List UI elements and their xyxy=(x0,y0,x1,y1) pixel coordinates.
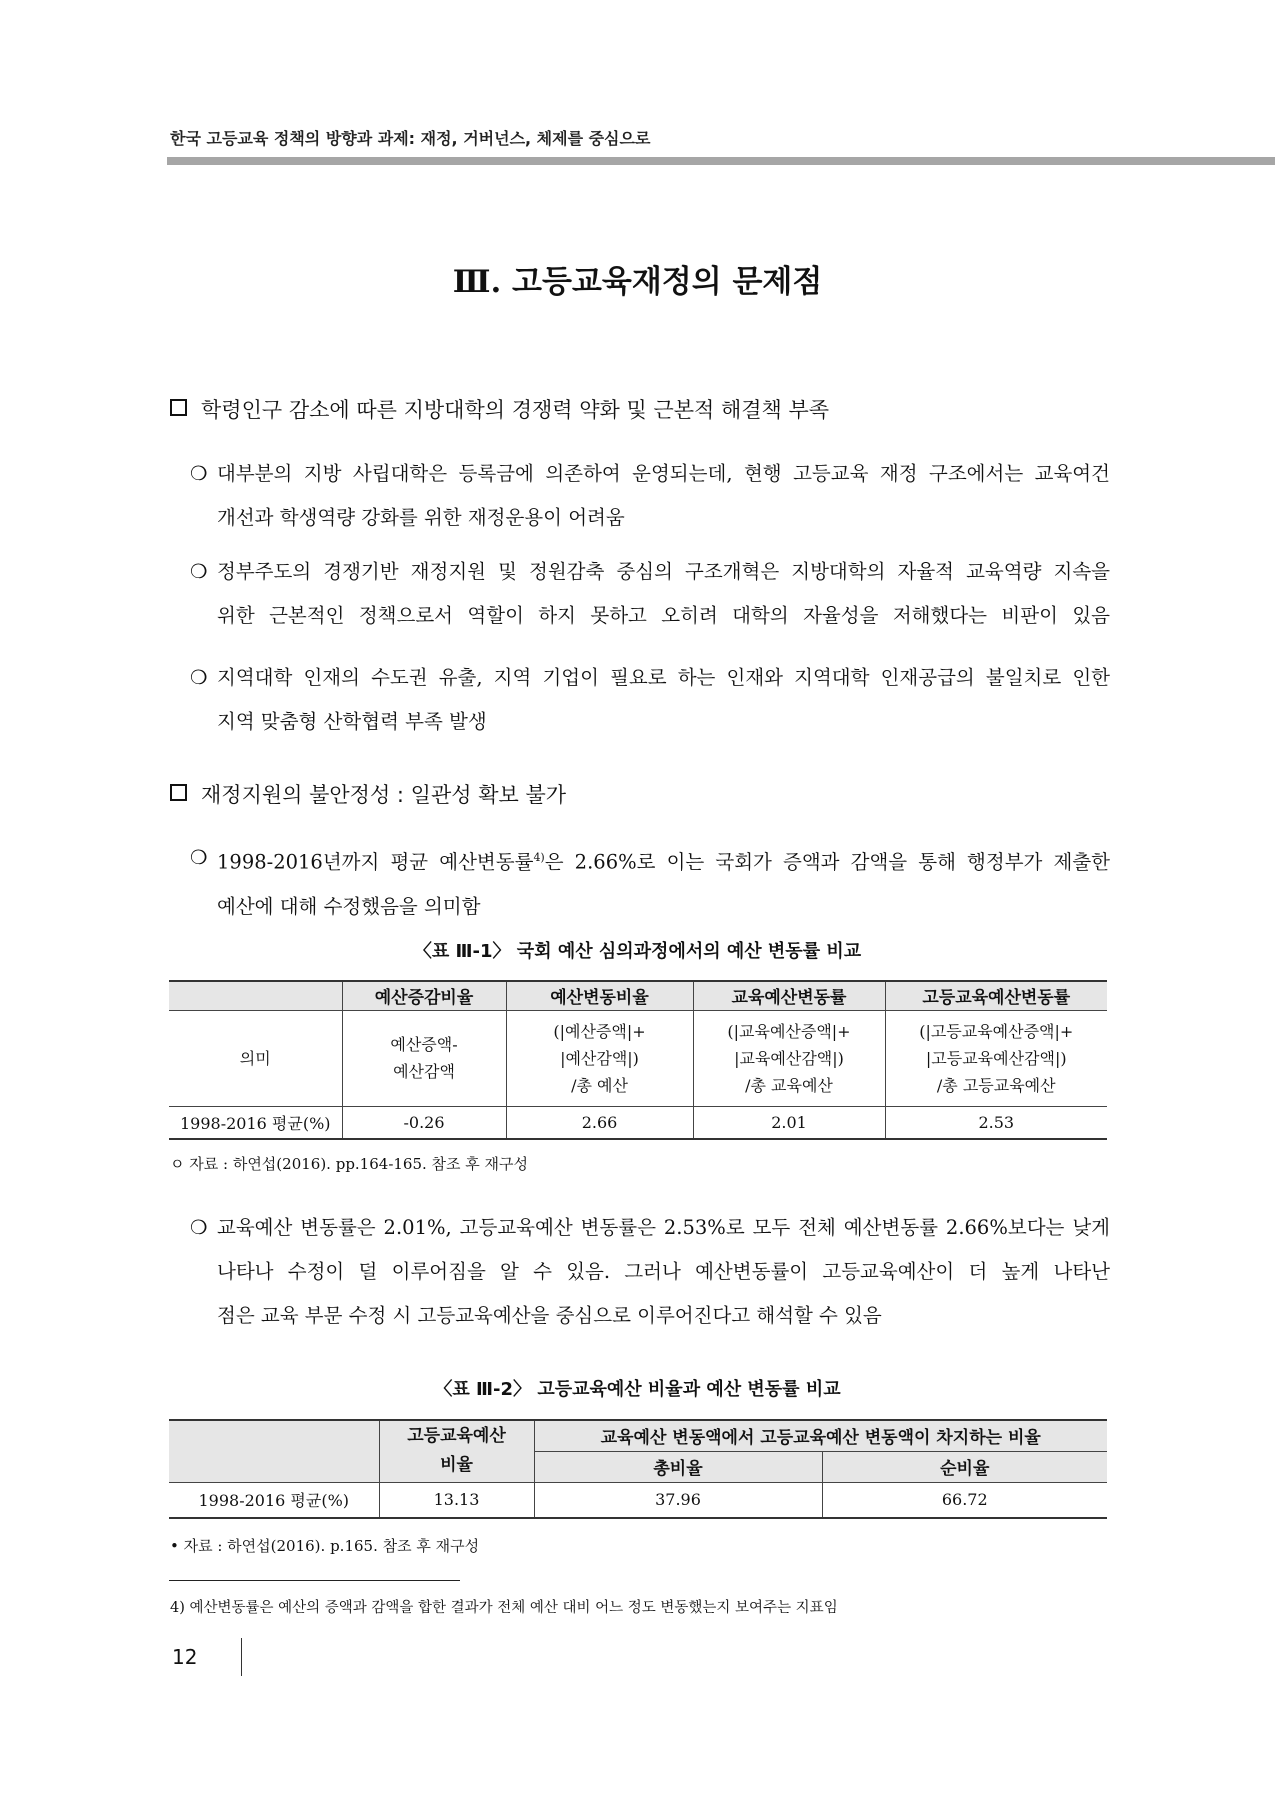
footnote: 4) 예산변동률은 예산의 증액과 감액을 합한 결과가 전체 예산 대비 어느 정도 변동했는지 보여주는 지표임 xyxy=(170,1600,838,1616)
header-line: 비율 xyxy=(440,1455,473,1476)
table1-source: ㅇ 자료 : 하연섭(2016). pp.164-165. 참조 후 재구성 xyxy=(170,1155,529,1173)
cell-line: (|고등교육예산증액|+ xyxy=(919,1021,1074,1041)
table-cell: 66.72 xyxy=(822,1482,1107,1518)
bullet-line: 예산에 대해 수정했음을 의미함 xyxy=(217,894,481,918)
cell-line: (|예산증액|+ xyxy=(553,1021,646,1041)
bullet-paragraph xyxy=(190,550,1110,638)
bullet-line: 대부분의 지방 사립대학은 등록금에 의존하여 운영되는데, 현행 고등교육 재정 구조에서는 교육여건 xyxy=(217,462,1110,485)
checkbox-square-icon xyxy=(170,399,187,416)
header-cell: 교육예산변동률 xyxy=(693,981,885,1010)
header-cell: 고등교육예산변동률 xyxy=(885,981,1107,1010)
section-heading-text: 재정지원의 불안정성 : 일관성 확보 불가 xyxy=(201,783,567,807)
cell-line: 예산증액- xyxy=(390,1035,458,1054)
header-cell xyxy=(379,1420,534,1482)
row-label: 1998-2016 평균(%) xyxy=(169,1482,379,1518)
table2-source: • 자료 : 하연섭(2016). p.165. 참조 후 재구성 xyxy=(170,1537,480,1555)
bullet-line: 교육예산 변동률은 2.01%, 고등교육예산 변동률은 2.53%로 모두 전체 예산변동률 2.66%보다는 낮게 xyxy=(217,1216,1110,1239)
running-header: 한국 고등교육 정책의 방향과 과제: 재정, 거버넌스, 체제를 중심으로 xyxy=(170,129,651,148)
bullet-line: 지역 맞춤형 산학협력 부족 발생 xyxy=(217,710,487,733)
bullet-line: 점은 교육 부문 수정 시 고등교육예산을 중심으로 이루어진다고 해석할 수 있음 xyxy=(217,1304,882,1327)
section-heading-text: 학령인구 감소에 따른 지방대학의 경쟁력 약화 및 근본적 해결책 부족 xyxy=(201,398,830,422)
table2-caption: 〈표 Ⅲ-2〉 고등교육예산 비율과 예산 변동률 비교 xyxy=(434,1379,841,1400)
header-cell: 순비율 xyxy=(822,1451,1107,1482)
bullet-line: 정부주도의 경쟁기반 재정지원 및 정원감축 중심의 구조개혁은 지방대학의 자율적 교육역량 지속을 xyxy=(217,560,1110,583)
table-cell: 2.01 xyxy=(693,1106,885,1139)
cell-line: |예산감액|) xyxy=(560,1048,639,1068)
table-row xyxy=(169,1106,1107,1139)
table-cell: 2.53 xyxy=(885,1106,1107,1139)
table-cell xyxy=(506,1010,693,1106)
cell-line: |고등교육예산감액|) xyxy=(925,1048,1067,1068)
cell-line: /총 교육예산 xyxy=(745,1075,833,1095)
group-header-cell: 교육예산 변동액에서 고등교육예산 변동액이 차지하는 비율 xyxy=(534,1420,1107,1451)
circle-bullet-icon: ❍ xyxy=(190,846,208,869)
bullet-paragraph xyxy=(190,1206,1110,1338)
table1-caption: 〈표 Ⅲ-1〉 국회 예산 심의과정에서의 예산 변동률 비교 xyxy=(413,941,862,962)
header-cell: 예산변동비율 xyxy=(506,981,693,1010)
row-label: 1998-2016 평균(%) xyxy=(169,1106,342,1139)
cell-line: /총 예산 xyxy=(571,1075,628,1095)
bullet-paragraph xyxy=(190,656,1110,744)
table-cell xyxy=(693,1010,885,1106)
header-bar xyxy=(167,157,1275,165)
header-cell xyxy=(169,1420,379,1482)
header-cell xyxy=(169,981,342,1010)
page-number-divider xyxy=(241,1638,242,1676)
table-cell: -0.26 xyxy=(342,1106,506,1139)
footnote-divider xyxy=(169,1580,460,1581)
chapter-title: Ⅲ. 고등교육재정의 문제점 xyxy=(452,264,823,300)
bullet-line: 지역대학 인재의 수도권 유출, 지역 기업이 필요로 하는 인재와 지역대학 인재공급의 불일치로 인한 xyxy=(217,666,1110,689)
cell-line: |교육예산감액|) xyxy=(734,1048,844,1068)
bullet-paragraph xyxy=(190,452,1110,540)
text: 1998-2016년까지 평균 예산변동률 xyxy=(217,850,534,874)
table-row xyxy=(169,1482,1107,1518)
cell-line: (|교육예산증액|+ xyxy=(727,1021,851,1041)
table-cell: 37.96 xyxy=(534,1482,822,1518)
circle-bullet-icon: ❍ xyxy=(190,1216,208,1239)
table1 xyxy=(169,980,1107,1140)
table-cell: 2.66 xyxy=(506,1106,693,1139)
footnote-ref[interactable]: 4) xyxy=(533,851,545,864)
cell-line: /총 고등교육예산 xyxy=(936,1075,1056,1095)
table-row xyxy=(169,1010,1107,1106)
table-cell: 13.13 xyxy=(379,1482,534,1518)
header-cell: 예산증감비율 xyxy=(342,981,506,1010)
cell-line: 예산감액 xyxy=(393,1062,455,1081)
checkbox-square-icon xyxy=(170,784,187,801)
header-line: 고등교육예산 xyxy=(407,1426,506,1447)
table2 xyxy=(169,1419,1107,1519)
section-heading-2 xyxy=(170,779,566,809)
page-number: 12 xyxy=(172,1645,198,1669)
bullet-paragraph xyxy=(190,836,1110,929)
circle-bullet-icon: ❍ xyxy=(190,462,208,485)
row-label: 의미 xyxy=(169,1010,342,1106)
section-heading-1 xyxy=(170,394,829,424)
bullet-line: 나타나 수정이 덜 이루어짐을 알 수 있음. 그러나 예산변동률이 고등교육예산이 더 높게 나타난 xyxy=(217,1260,1110,1283)
table-cell xyxy=(342,1010,506,1106)
circle-bullet-icon: ❍ xyxy=(190,560,208,583)
header-cell: 총비율 xyxy=(534,1451,822,1482)
table-cell xyxy=(885,1010,1107,1106)
text: 은 2.66%로 이는 국회가 증액과 감액을 통해 행정부가 제출한 xyxy=(544,850,1110,874)
bullet-line: 개선과 학생역량 강화를 위한 재정운용이 어려움 xyxy=(217,506,625,529)
circle-bullet-icon: ❍ xyxy=(190,666,208,689)
bullet-line xyxy=(190,836,1110,885)
bullet-line: 위한 근본적인 정책으로서 역할이 하지 못하고 오히려 대학의 자율성을 저해했다는 비판이 있음 xyxy=(217,604,1110,627)
